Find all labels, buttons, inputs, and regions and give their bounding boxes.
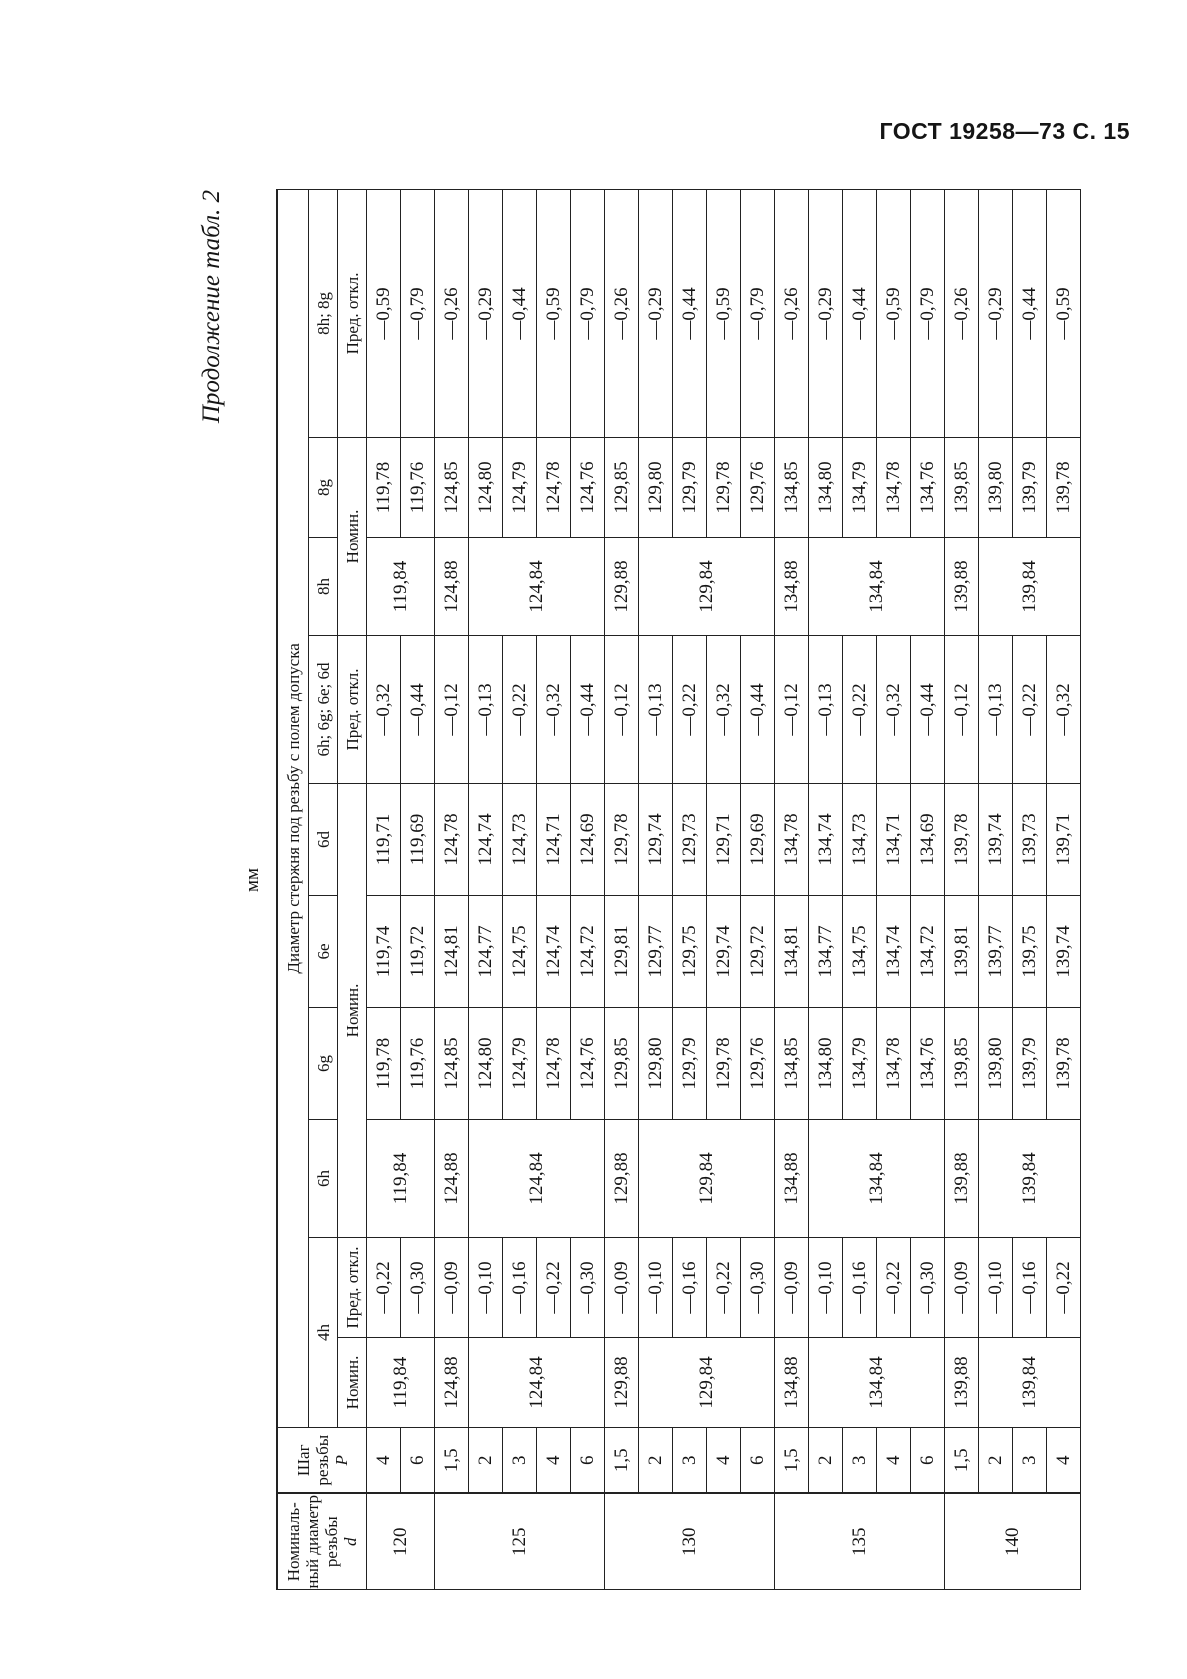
cell-4h-deviation: —0,10 bbox=[979, 1238, 1013, 1338]
cell-6e: 139,74 bbox=[1047, 896, 1081, 1008]
cell-4h-deviation: —0,30 bbox=[571, 1238, 605, 1338]
cell-6-deviation: —0,12 bbox=[945, 636, 979, 784]
cell-8-deviation: —0,44 bbox=[503, 189, 537, 437]
cell-8-deviation: —0,26 bbox=[945, 189, 979, 437]
cell-4h-deviation: —0,10 bbox=[809, 1238, 843, 1338]
cell-8g: 124,85 bbox=[435, 438, 469, 538]
cell-diameter: 125 bbox=[435, 1494, 605, 1590]
cell-4h-nominal: 139,88 bbox=[945, 1338, 979, 1428]
cell-6e: 139,75 bbox=[1013, 896, 1047, 1008]
cell-6g: 124,79 bbox=[503, 1008, 537, 1120]
cell-6e: 134,81 bbox=[775, 896, 809, 1008]
header-8h: 8h bbox=[309, 538, 338, 636]
cell-8g: 134,85 bbox=[775, 438, 809, 538]
cell-6-deviation: —0,22 bbox=[1013, 636, 1047, 784]
cell-4h-nominal: 139,84 bbox=[979, 1338, 1081, 1428]
cell-6h: 129,84 bbox=[639, 1120, 775, 1238]
cell-6e: 139,81 bbox=[945, 896, 979, 1008]
cell-6e: 139,77 bbox=[979, 896, 1013, 1008]
cell-6d: 129,73 bbox=[673, 784, 707, 896]
cell-pitch: 3 bbox=[1013, 1428, 1047, 1494]
header-6-nominal: Номин. bbox=[338, 784, 367, 1238]
cell-4h-nominal: 124,84 bbox=[469, 1338, 605, 1428]
cell-6e: 129,77 bbox=[639, 896, 673, 1008]
cell-8-deviation: —0,44 bbox=[843, 189, 877, 437]
header-6-deviation-sub: Пред. откл. bbox=[338, 636, 367, 784]
units-label: мм bbox=[242, 867, 263, 893]
cell-8g: 134,80 bbox=[809, 438, 843, 538]
cell-6-deviation: —0,44 bbox=[911, 636, 945, 784]
cell-8g: 119,76 bbox=[401, 438, 435, 538]
header-8-nominal: Номин. bbox=[338, 438, 367, 636]
cell-8-deviation: —0,26 bbox=[775, 189, 809, 437]
cell-diameter: 135 bbox=[775, 1494, 945, 1590]
cell-8-deviation: —0,26 bbox=[435, 189, 469, 437]
cell-6g: 139,85 bbox=[945, 1008, 979, 1120]
cell-4h-nominal: 129,88 bbox=[605, 1338, 639, 1428]
cell-8-deviation: —0,59 bbox=[707, 189, 741, 437]
cell-6h: 124,88 bbox=[435, 1120, 469, 1238]
cell-pitch: 2 bbox=[979, 1428, 1013, 1494]
cell-4h-nominal: 119,84 bbox=[367, 1338, 435, 1428]
cell-4h-deviation: —0,22 bbox=[367, 1238, 401, 1338]
cell-pitch: 4 bbox=[367, 1428, 401, 1494]
cell-6e: 129,81 bbox=[605, 896, 639, 1008]
cell-6-deviation: —0,13 bbox=[639, 636, 673, 784]
cell-6d: 139,78 bbox=[945, 784, 979, 896]
cell-6e: 124,75 bbox=[503, 896, 537, 1008]
cell-6-deviation: —0,32 bbox=[537, 636, 571, 784]
table-row bbox=[435, 189, 469, 1589]
cell-diameter: 130 bbox=[605, 1494, 775, 1590]
cell-6-deviation: —0,32 bbox=[1047, 636, 1081, 784]
cell-6-deviation: —0,32 bbox=[877, 636, 911, 784]
cell-6e: 134,74 bbox=[877, 896, 911, 1008]
cell-6d: 119,71 bbox=[367, 784, 401, 896]
cell-pitch: 2 bbox=[809, 1428, 843, 1494]
cell-4h-deviation: —0,30 bbox=[741, 1238, 775, 1338]
header-6e: 6e bbox=[309, 896, 338, 1008]
table-caption: Продолжение табл. 2 bbox=[198, 190, 225, 424]
cell-8-deviation: —0,79 bbox=[911, 189, 945, 437]
cell-6g: 119,76 bbox=[401, 1008, 435, 1120]
cell-4h-deviation: —0,10 bbox=[469, 1238, 503, 1338]
cell-6-deviation: —0,32 bbox=[707, 636, 741, 784]
cell-pitch: 1,5 bbox=[605, 1428, 639, 1494]
cell-6d: 124,69 bbox=[571, 784, 605, 896]
cell-8g: 124,76 bbox=[571, 438, 605, 538]
cell-6d: 119,69 bbox=[401, 784, 435, 896]
header-6h: 6h bbox=[309, 1120, 338, 1238]
cell-pitch: 4 bbox=[1047, 1428, 1081, 1494]
cell-6d: 124,74 bbox=[469, 784, 503, 896]
cell-6d: 134,73 bbox=[843, 784, 877, 896]
cell-8g: 139,78 bbox=[1047, 438, 1081, 538]
cell-6d: 139,71 bbox=[1047, 784, 1081, 896]
cell-6d: 139,74 bbox=[979, 784, 1013, 896]
table-row bbox=[469, 189, 503, 1589]
cell-6e: 119,74 bbox=[367, 896, 401, 1008]
cell-4h-deviation: —0,09 bbox=[435, 1238, 469, 1338]
cell-6d: 129,71 bbox=[707, 784, 741, 896]
cell-pitch: 4 bbox=[707, 1428, 741, 1494]
cell-4h-nominal: 134,84 bbox=[809, 1338, 945, 1428]
cell-6d: 134,78 bbox=[775, 784, 809, 896]
header-4h-nominal: Номин. bbox=[338, 1338, 367, 1428]
cell-6-deviation: —0,32 bbox=[367, 636, 401, 784]
cell-6g: 134,80 bbox=[809, 1008, 843, 1120]
cell-4h-deviation: —0,22 bbox=[537, 1238, 571, 1338]
header-8-deviation-sub: Пред. откл. bbox=[338, 189, 367, 437]
cell-8h: 134,84 bbox=[809, 538, 945, 636]
cell-8h: 139,88 bbox=[945, 538, 979, 636]
cell-8g: 124,80 bbox=[469, 438, 503, 538]
header-4h: 4h bbox=[309, 1238, 338, 1428]
cell-6g: 134,78 bbox=[877, 1008, 911, 1120]
cell-6g: 129,78 bbox=[707, 1008, 741, 1120]
cell-8-deviation: —0,26 bbox=[605, 189, 639, 437]
cell-6-deviation: —0,22 bbox=[673, 636, 707, 784]
cell-8g: 134,79 bbox=[843, 438, 877, 538]
rotated-table-page bbox=[198, 170, 1074, 1590]
cell-diameter: 120 bbox=[367, 1494, 435, 1590]
cell-6g: 129,80 bbox=[639, 1008, 673, 1120]
cell-6h: 119,84 bbox=[367, 1120, 435, 1238]
cell-4h-deviation: —0,16 bbox=[503, 1238, 537, 1338]
cell-6-deviation: —0,44 bbox=[401, 636, 435, 784]
cell-6g: 119,78 bbox=[367, 1008, 401, 1120]
cell-pitch: 6 bbox=[741, 1428, 775, 1494]
cell-diameter: 140 bbox=[945, 1494, 1081, 1590]
cell-6e: 124,81 bbox=[435, 896, 469, 1008]
table-row bbox=[639, 189, 673, 1589]
cell-6e: 134,75 bbox=[843, 896, 877, 1008]
cell-8-deviation: —0,44 bbox=[1013, 189, 1047, 437]
cell-8g: 129,76 bbox=[741, 438, 775, 538]
cell-6-deviation: —0,44 bbox=[571, 636, 605, 784]
cell-6-deviation: —0,13 bbox=[469, 636, 503, 784]
table-row bbox=[605, 189, 639, 1589]
cell-pitch: 2 bbox=[469, 1428, 503, 1494]
header-8g: 8g bbox=[309, 438, 338, 538]
cell-6h: 134,84 bbox=[809, 1120, 945, 1238]
cell-pitch: 4 bbox=[877, 1428, 911, 1494]
cell-4h-deviation: —0,22 bbox=[707, 1238, 741, 1338]
cell-8g: 129,85 bbox=[605, 438, 639, 538]
cell-6d: 134,74 bbox=[809, 784, 843, 896]
cell-6d: 134,69 bbox=[911, 784, 945, 896]
cell-6h: 129,88 bbox=[605, 1120, 639, 1238]
cell-6g: 129,79 bbox=[673, 1008, 707, 1120]
cell-6e: 129,74 bbox=[707, 896, 741, 1008]
table-row bbox=[775, 189, 809, 1589]
cell-6h: 139,84 bbox=[979, 1120, 1081, 1238]
cell-6h: 134,88 bbox=[775, 1120, 809, 1238]
cell-6g: 124,85 bbox=[435, 1008, 469, 1120]
cell-6e: 134,72 bbox=[911, 896, 945, 1008]
cell-4h-deviation: —0,16 bbox=[673, 1238, 707, 1338]
cell-6g: 129,85 bbox=[605, 1008, 639, 1120]
cell-8h: 124,88 bbox=[435, 538, 469, 636]
cell-6g: 124,80 bbox=[469, 1008, 503, 1120]
cell-4h-deviation: —0,22 bbox=[877, 1238, 911, 1338]
cell-4h-deviation: —0,16 bbox=[1013, 1238, 1047, 1338]
cell-8-deviation: —0,44 bbox=[673, 189, 707, 437]
cell-8h: 134,88 bbox=[775, 538, 809, 636]
cell-8g: 124,78 bbox=[537, 438, 571, 538]
cell-6e: 124,72 bbox=[571, 896, 605, 1008]
cell-8g: 139,79 bbox=[1013, 438, 1047, 538]
cell-6d: 139,73 bbox=[1013, 784, 1047, 896]
cell-pitch: 1,5 bbox=[945, 1428, 979, 1494]
cell-6d: 129,74 bbox=[639, 784, 673, 896]
cell-6d: 124,73 bbox=[503, 784, 537, 896]
cell-6g: 139,78 bbox=[1047, 1008, 1081, 1120]
cell-8g: 119,78 bbox=[367, 438, 401, 538]
cell-4h-nominal: 134,88 bbox=[775, 1338, 809, 1428]
cell-pitch: 1,5 bbox=[435, 1428, 469, 1494]
cell-6h: 124,84 bbox=[469, 1120, 605, 1238]
cell-4h-deviation: —0,22 bbox=[1047, 1238, 1081, 1338]
cell-6g: 139,80 bbox=[979, 1008, 1013, 1120]
cell-8g: 129,80 bbox=[639, 438, 673, 538]
cell-8-deviation: —0,29 bbox=[639, 189, 673, 437]
cell-4h-deviation: —0,30 bbox=[911, 1238, 945, 1338]
page-header: ГОСТ 19258—73 С. 15 bbox=[879, 118, 1130, 144]
cell-8g: 139,85 bbox=[945, 438, 979, 538]
cell-6e: 134,77 bbox=[809, 896, 843, 1008]
cell-8-deviation: —0,29 bbox=[469, 189, 503, 437]
cell-pitch: 6 bbox=[911, 1428, 945, 1494]
header-6d: 6d bbox=[309, 784, 338, 896]
cell-6d: 129,78 bbox=[605, 784, 639, 896]
cell-pitch: 1,5 bbox=[775, 1428, 809, 1494]
cell-4h-deviation: —0,30 bbox=[401, 1238, 435, 1338]
table-row bbox=[979, 189, 1013, 1589]
cell-6d: 124,71 bbox=[537, 784, 571, 896]
cell-6d: 124,78 bbox=[435, 784, 469, 896]
cell-6g: 124,76 bbox=[571, 1008, 605, 1120]
cell-6g: 124,78 bbox=[537, 1008, 571, 1120]
cell-6e: 124,77 bbox=[469, 896, 503, 1008]
cell-8h: 139,84 bbox=[979, 538, 1081, 636]
cell-8-deviation: —0,59 bbox=[537, 189, 571, 437]
cell-8g: 124,79 bbox=[503, 438, 537, 538]
cell-8-deviation: —0,29 bbox=[979, 189, 1013, 437]
cell-8g: 129,78 bbox=[707, 438, 741, 538]
cell-6-deviation: —0,12 bbox=[775, 636, 809, 784]
cell-4h-nominal: 129,84 bbox=[639, 1338, 775, 1428]
cell-4h-nominal: 124,88 bbox=[435, 1338, 469, 1428]
header-4h-deviation: Пред. откл. bbox=[338, 1238, 367, 1338]
cell-pitch: 6 bbox=[571, 1428, 605, 1494]
cell-8-deviation: —0,59 bbox=[877, 189, 911, 437]
cell-pitch: 2 bbox=[639, 1428, 673, 1494]
cell-8g: 129,79 bbox=[673, 438, 707, 538]
cell-8-deviation: —0,29 bbox=[809, 189, 843, 437]
cell-pitch: 6 bbox=[401, 1428, 435, 1494]
table-row bbox=[809, 189, 843, 1589]
cell-8-deviation: —0,79 bbox=[571, 189, 605, 437]
header-nominal-diameter: Номиналь-ный диаметр резьбы d bbox=[277, 1494, 367, 1590]
header-8-deviation: 8h; 8g bbox=[309, 189, 338, 437]
cell-8-deviation: —0,59 bbox=[1047, 189, 1081, 437]
cell-6g: 134,79 bbox=[843, 1008, 877, 1120]
cell-6-deviation: —0,44 bbox=[741, 636, 775, 784]
cell-6e: 119,72 bbox=[401, 896, 435, 1008]
cell-8g: 139,80 bbox=[979, 438, 1013, 538]
cell-6g: 139,79 bbox=[1013, 1008, 1047, 1120]
cell-8-deviation: —0,79 bbox=[401, 189, 435, 437]
cell-4h-deviation: —0,10 bbox=[639, 1238, 673, 1338]
cell-8h: 119,84 bbox=[367, 538, 435, 636]
cell-6e: 129,72 bbox=[741, 896, 775, 1008]
cell-6g: 129,76 bbox=[741, 1008, 775, 1120]
cell-6g: 134,85 bbox=[775, 1008, 809, 1120]
cell-8g: 134,76 bbox=[911, 438, 945, 538]
cell-6e: 124,74 bbox=[537, 896, 571, 1008]
table-row bbox=[367, 189, 401, 1589]
cell-8-deviation: —0,59 bbox=[367, 189, 401, 437]
cell-4h-deviation: —0,09 bbox=[605, 1238, 639, 1338]
cell-pitch: 3 bbox=[843, 1428, 877, 1494]
cell-8h: 129,88 bbox=[605, 538, 639, 636]
cell-6h: 139,88 bbox=[945, 1120, 979, 1238]
header-6g: 6g bbox=[309, 1008, 338, 1120]
cell-6-deviation: —0,22 bbox=[503, 636, 537, 784]
cell-6-deviation: —0,12 bbox=[605, 636, 639, 784]
cell-pitch: 4 bbox=[537, 1428, 571, 1494]
cell-6-deviation: —0,13 bbox=[979, 636, 1013, 784]
header-6-deviation: 6h; 6g; 6e; 6d bbox=[309, 636, 338, 784]
cell-6-deviation: —0,12 bbox=[435, 636, 469, 784]
cell-6-deviation: —0,13 bbox=[809, 636, 843, 784]
cell-8h: 129,84 bbox=[639, 538, 775, 636]
cell-pitch: 3 bbox=[503, 1428, 537, 1494]
table-row bbox=[945, 189, 979, 1589]
cell-pitch: 3 bbox=[673, 1428, 707, 1494]
cell-6e: 129,75 bbox=[673, 896, 707, 1008]
header-thread-pitch: Шаг резьбы P bbox=[277, 1428, 367, 1494]
cell-6-deviation: —0,22 bbox=[843, 636, 877, 784]
header-tolerance-group: Диаметр стержня под резьбу с полем допуска bbox=[277, 189, 309, 1427]
cell-8h: 124,84 bbox=[469, 538, 605, 636]
thread-diameter-table bbox=[276, 189, 1081, 1590]
cell-4h-deviation: —0,09 bbox=[775, 1238, 809, 1338]
cell-8-deviation: —0,79 bbox=[741, 189, 775, 437]
table-body bbox=[367, 189, 1081, 1589]
cell-6d: 134,71 bbox=[877, 784, 911, 896]
cell-4h-deviation: —0,09 bbox=[945, 1238, 979, 1338]
cell-6d: 129,69 bbox=[741, 784, 775, 896]
cell-8g: 134,78 bbox=[877, 438, 911, 538]
cell-4h-deviation: —0,16 bbox=[843, 1238, 877, 1338]
cell-6g: 134,76 bbox=[911, 1008, 945, 1120]
